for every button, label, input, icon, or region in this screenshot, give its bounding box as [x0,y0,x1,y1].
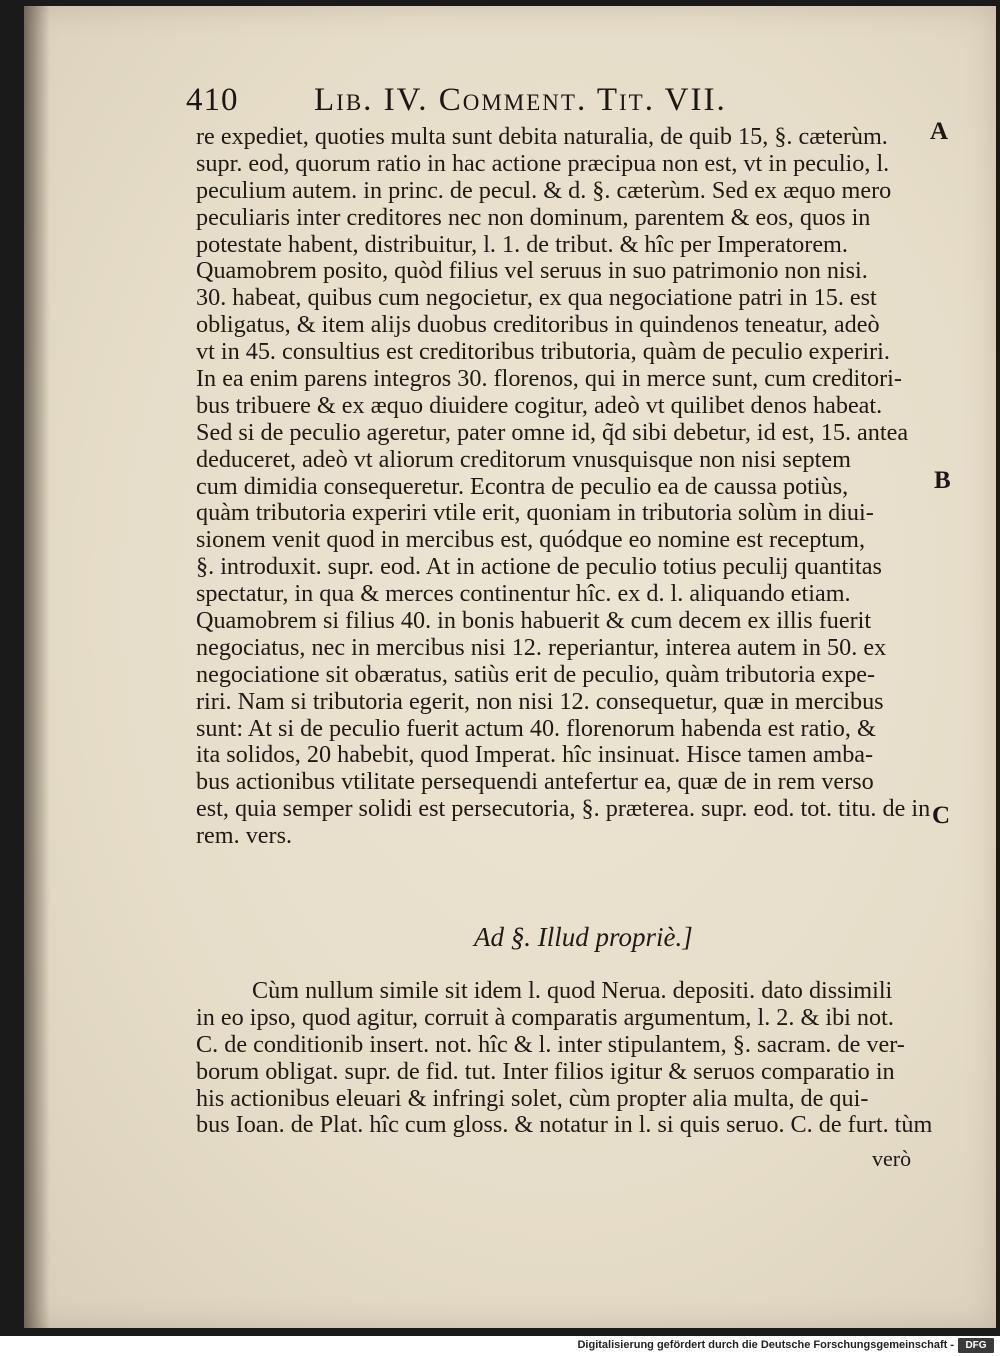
text-line: Sed si de peculio ageretur, pater omne id, q̃d sibi debetur, id est, 15. antea [196,419,909,446]
text-line: est, quia semper solidi est persecutoria, §. præterea. supr. eod. tot. titu. de in [196,796,931,823]
text-line: bus tribuere & ex æquo diuidere cogitur, adeò vt quilibet denos habeat. [196,392,883,419]
text-line: sionem venit quod in mercibus est, quódque eo nomine est receptum, [196,527,866,554]
text-line: peculium autem. in princ. de pecul. & d. §. cæterùm. Sed ex æquo mero [196,177,892,204]
funding-credit: Digitalisierung gefördert durch die Deutsche Forschungsgemeinschaft - [577,1339,954,1351]
margin-marker-b: B [934,467,951,494]
text-line: Cùm nullum simile sit idem l. quod Nerua. depositi. dato dissimili [252,978,893,1004]
text-line: In ea enim parens integros 30. florenos, qui in merce sunt, cum creditori- [196,366,902,393]
text-line: Quamobrem si filius 40. in bonis habuerit & cum decem ex illis fuerit [196,608,872,635]
digitization-footer [0,1336,1000,1356]
text-line: peculiaris inter creditores nec non dominum, parentem & eos, quos in [196,204,871,231]
text-line: vt in 45. consultius est creditoribus tributoria, quàm de peculio experiri. [196,339,890,366]
text-line: ita solidos, 20 habebit, quod Imperat. hîc insinuat. Hisce tamen amba- [196,742,874,769]
text-line: C. de conditionib insert. not. hîc & l. inter stipulantem, §. sacram. de ver- [196,1031,905,1058]
text-line: supr. eod, quorum ratio in hac actione præcipua non est, vt in peculio, l. [196,150,890,177]
running-title: Lib. IV. Comment. Tit. VII. [314,82,727,118]
text-line: obligatus, & item alijs duobus creditoribus in quindenos teneatur, adeò [196,312,880,339]
text-line: bus actionibus vtilitate persequendi antefertur ea, quæ de in rem verso [196,769,874,796]
main-paragraph [196,124,936,850]
text-line: deduceret, adeò vt aliorum creditorum vnusquisque non nisi septem [196,446,851,473]
text-line: quàm tributoria experiri vtile erit, quoniam in tributoria solùm in diui- [196,500,874,527]
text-line: cum dimidia consequeretur. Econtra de peculio ea de caussa potiùs, [196,473,849,500]
second-paragraph [196,978,936,1139]
spine-shadow [24,6,50,1328]
catchword: verò [872,1146,912,1171]
text-line: negociatione sit obæratus, satiùs erit de peculio, quàm tributoria expe- [196,661,876,688]
text-line: his actionibus eleuari & infringi solet, cùm propter alia multa, de qui- [196,1085,869,1112]
margin-marker-c: C [932,802,951,829]
text-line: riri. Nam si tributoria egerit, non nisi 12. consequetur, quæ in mercibus [196,688,884,715]
text-line: sunt: At si de peculio fuerit actum 40. florenorum habenda est ratio, & [196,715,876,742]
text-line: negociatus, nec in mercibus nisi 12. reperiantur, interea autem in 50. ex [196,634,887,661]
margin-marker-a: A [930,118,949,145]
section-heading: Ad §. Illud propriè.] [474,922,693,952]
page-header [186,82,826,126]
text-line: re expediet, quoties multa sunt debita naturalia, de quib 15, §. cæterùm. [196,124,888,150]
text-line: potestate habent, distribuitur, l. 1. de tribut. & hîc per Imperatorem. [196,231,848,258]
dfg-logo-icon: DFG [958,1338,994,1353]
text-line: rem. vers. [196,823,293,850]
text-line: in eo ipso, quod agitur, corruit à comparatis argumentum, l. 2. & ibi not. [196,1004,894,1031]
text-line: bus Ioan. de Plat. hîc cum gloss. & notatur in l. si quis seruo. C. de furt. tùm [196,1112,933,1139]
text-line: spectatur, in qua & merces continentur hîc. ex d. l. aliquando etiam. [196,581,851,608]
text-line: 30. habeat, quibus cum negocietur, ex qua negociatione patri in 15. est [196,285,877,312]
text-line: borum obligat. supr. de fid. tut. Inter filios igitur & seruos comparatio in [196,1058,895,1085]
text-line: Quamobrem posito, quòd filius vel seruus in suo patrimonio non nisi. [196,258,868,285]
text-line: §. introduxit. supr. eod. At in actione de peculio totius peculij quantitas [196,554,882,581]
page-number: 410 [186,82,239,118]
